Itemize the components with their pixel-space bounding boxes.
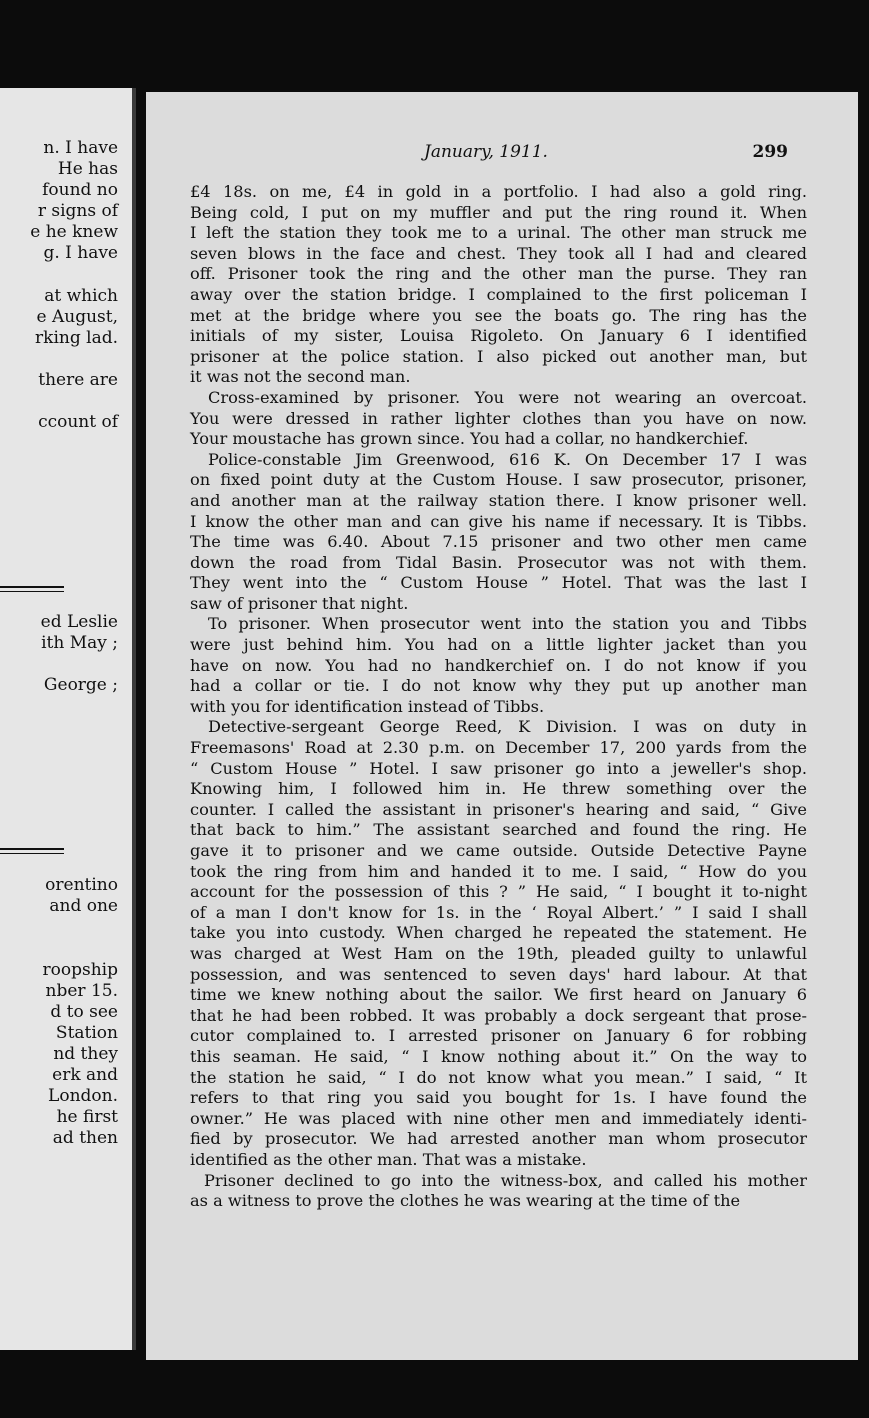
left-page-line: He has	[57, 159, 118, 179]
text-line: They went into the “ Custom House ” Hotel. That was the last I	[190, 573, 807, 593]
text-line: Detective-sergeant George Reed, K Division. I was on duty in	[208, 717, 807, 737]
text-line: were just behind him. You had on a little lighter jacket than you	[190, 635, 807, 655]
text-line: Being cold, I put on my muffler and put the ring round it. When	[190, 202, 807, 222]
left-page-line: r signs of	[37, 201, 118, 221]
text-line: the station he said, “ I do not know what you mean.” I said, “ It	[190, 1067, 807, 1087]
text-line: gave it to prisoner and we came outside. Outside Detective Payne	[190, 841, 807, 860]
left-page-line: erk and	[52, 1065, 118, 1085]
left-page-line: found no	[42, 180, 118, 200]
text-line: down the road from Tidal Basin. Prosecutor was not with them.	[190, 552, 807, 572]
left-page	[0, 88, 136, 1350]
text-line: I left the station they took me to a urinal. The other man struck me	[190, 223, 807, 243]
text-line: on fixed point duty at the Custom House. I saw prosecutor, prisoner,	[190, 470, 807, 490]
running-header	[146, 142, 858, 164]
left-page-line: he first	[56, 1107, 118, 1127]
text-line: time we knew nothing about the sailor. We first heard on January 6	[190, 985, 807, 1005]
text-line: You were dressed in rather lighter clothes than you have on now.	[190, 408, 807, 428]
text-line: Freemasons' Road at 2.30 p.m. on December 17, 200 yards from the	[190, 738, 807, 758]
left-page-line: nd they	[53, 1044, 118, 1064]
left-page-line: Station	[55, 1023, 118, 1043]
left-page-line: e August,	[36, 307, 118, 327]
text-line: counter. I called the assistant in prisoner's hearing and said, “ Give	[190, 799, 807, 819]
text-line: “ Custom House ” Hotel. I saw prisoner go into a jeweller's shop.	[190, 758, 807, 778]
text-line: possession, and was sentenced to seven days' hard labour. At that	[190, 964, 807, 984]
left-page-line: George ;	[43, 675, 118, 695]
text-line: account for the possession of this ? ” He said, “ I bought it to-night	[190, 882, 807, 902]
text-line: had a collar or tie. I do not know why they put up another man	[190, 676, 807, 696]
text-line: and another man at the railway station there. I know prisoner well.	[190, 490, 807, 510]
text-line: met at the bridge where you see the boats go. The ring has the	[190, 305, 807, 325]
left-page-line: orentino	[45, 875, 118, 895]
text-line: identified as the other man. That was a mistake.	[190, 1149, 587, 1169]
left-page-line: roopship	[42, 960, 118, 980]
text-line: this seaman. He said, “ I know nothing about it.” On the way to	[190, 1046, 807, 1066]
left-page-line: ith May ;	[41, 633, 118, 653]
left-page-line: ed Leslie	[40, 612, 118, 632]
text-line: with you for identification instead of Tibbs.	[190, 696, 545, 716]
text-line: it was not the second man.	[190, 367, 411, 387]
right-page	[146, 92, 858, 1360]
left-page-line: at which	[44, 286, 118, 306]
left-page-line: nber 15.	[45, 981, 118, 1001]
left-page-line: ccount of	[38, 412, 118, 432]
left-page-line: e he knew	[30, 222, 118, 242]
text-line: take you into custody. When charged he repeated the statement. He	[190, 923, 807, 943]
left-page-line: rking lad.	[35, 328, 118, 348]
text-line: Your moustache has grown since. You had a collar, no handkerchief.	[190, 429, 749, 449]
text-line: £4 18s. on me, £4 in gold in a portfolio. I had also a gold ring.	[190, 182, 807, 201]
text-line: took the ring from him and handed it to me. I said, “ How do you	[190, 861, 807, 881]
text-line: cutor complained to. I arrested prisoner on January 6 for robbing	[190, 1026, 807, 1046]
text-line: away over the station bridge. I complained to the first policeman I	[190, 284, 807, 304]
text-line: Prisoner declined to go into the witness-box, and called his mother	[204, 1170, 807, 1190]
text-line: fied by prosecutor. We had arrested another man whom prosecutor	[190, 1129, 807, 1149]
text-line: off. Prisoner took the ring and the other man the purse. They ran	[190, 264, 807, 284]
text-line: refers to that ring you said you bought for 1s. I have found the	[190, 1088, 807, 1108]
left-page-rule	[0, 848, 64, 854]
left-page-line: and one	[49, 896, 118, 916]
text-line: To prisoner. When prosecutor went into the station you and Tibbs	[208, 614, 807, 634]
text-line: was charged at West Ham on the 19th, pleaded guilty to unlawful	[190, 943, 807, 963]
left-page-line: London.	[48, 1086, 118, 1106]
text-line: The time was 6.40. About 7.15 prisoner and two other men came	[190, 532, 807, 552]
text-line: of a man I don't know for 1s. in the ‘ Royal Albert.’ ” I said I shall	[190, 902, 807, 922]
text-line: have on now. You had no handkerchief on. I do not know if you	[190, 655, 807, 675]
text-line: owner.” He was placed with nine other men and immediately identi-	[190, 1108, 807, 1128]
text-line: that back to him.” The assistant searched and found the ring. He	[190, 820, 807, 840]
text-line: prisoner at the police station. I also picked out another man, but	[190, 346, 807, 366]
left-page-rule	[0, 586, 64, 592]
page-title: January, 1911.	[424, 142, 548, 162]
left-page-line: g. I have	[43, 243, 118, 263]
text-line: Cross-examined by prisoner. You were not wearing an overcoat.	[208, 387, 807, 407]
body-text	[190, 182, 807, 1212]
left-page-line: d to see	[50, 1002, 118, 1022]
page-number: 299	[752, 142, 788, 162]
text-line: Police-constable Jim Greenwood, 616 K. On December 17 I was	[208, 449, 807, 469]
left-page-line: ad then	[52, 1128, 118, 1148]
left-page-line: there are	[38, 370, 118, 390]
left-page-line: n. I have	[43, 138, 118, 158]
text-line: seven blows in the face and chest. They took all I had and cleared	[190, 243, 807, 263]
text-line: saw of prisoner that night.	[190, 593, 409, 613]
text-line: that he had been robbed. It was probably a dock sergeant that prose-	[190, 1005, 807, 1025]
text-line: Knowing him, I followed him in. He threw something over the	[190, 779, 807, 799]
text-line: initials of my sister, Louisa Rigoleto. On January 6 I identified	[190, 326, 807, 346]
text-line: as a witness to prove the clothes he was wearing at the time of the	[190, 1191, 741, 1211]
text-line: I know the other man and can give his name if necessary. It is Tibbs.	[190, 511, 807, 531]
